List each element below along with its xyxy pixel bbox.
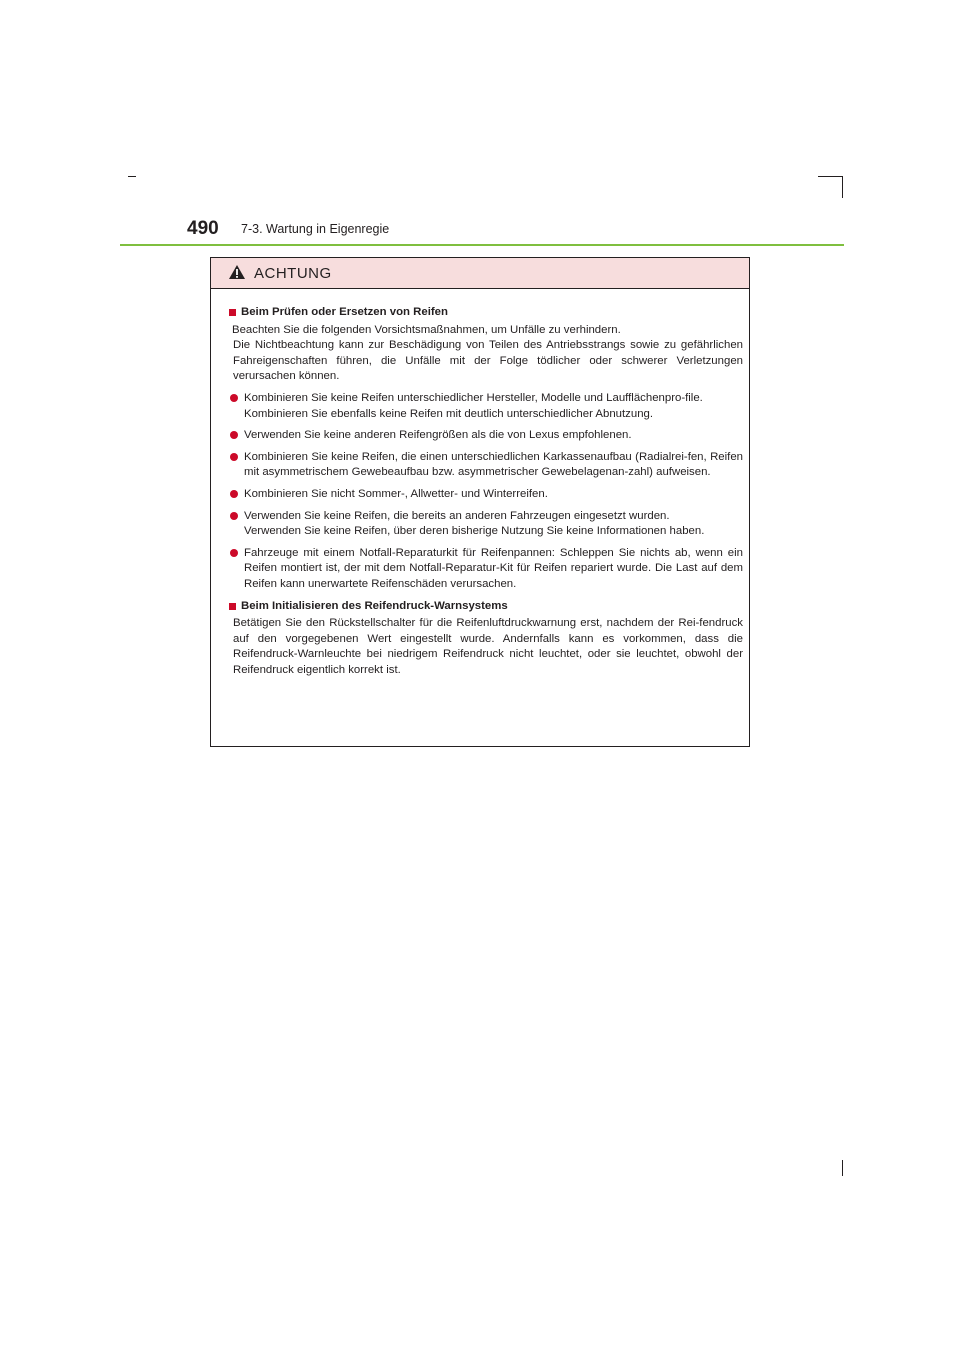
round-bullet-icon <box>230 549 238 557</box>
section-heading: Beim Initialisieren des Reifendruck-Warnsystems <box>229 599 743 615</box>
warning-header <box>211 258 749 289</box>
crop-mark <box>842 176 843 198</box>
section-title: 7-3. Wartung in Eigenregie <box>241 222 390 236</box>
round-bullet-icon <box>230 394 238 402</box>
warning-triangle-icon <box>228 264 246 285</box>
header-rule <box>120 244 844 246</box>
paragraph: Beachten Sie die folgenden Vorsichtsmaßnahmen, um Unfälle zu verhindern. <box>232 323 621 336</box>
square-bullet-icon <box>229 309 236 316</box>
round-bullet-icon <box>230 512 238 520</box>
round-bullet-icon <box>230 431 238 439</box>
crop-mark <box>128 176 136 177</box>
warning-title: ACHTUNG <box>254 265 332 282</box>
square-bullet-icon <box>229 603 236 610</box>
page-header <box>187 218 847 246</box>
paragraph: Betätigen Sie den Rückstellschalter für die Reifenluftdruckwarnung erst, nachdem der Rei-fendruck auf den vorgegebenen Wert eingestellt wurde. Andernfalls kann es vorkommen, dass die Reifendruck-Warnleuchte bei niedrigem Reifendruck nicht leuchtet, oder sie leuchtet, obwohl der Reifendruck eigentlich korrekt ist. <box>233 617 743 676</box>
round-bullet-icon <box>230 490 238 498</box>
bullet-list <box>229 391 743 593</box>
list-item: Fahrzeuge mit einem Notfall-Reparaturkit für Reifenpannen: Schleppen Sie nichts ab, wenn ein Reifen montiert ist, der mit dem Notfall-Reparatur-Kit für Reifen repariert wurde. Die Last auf dem Reifen kann unerwartete Reifenschäden verursachen. <box>229 546 743 593</box>
paragraph: Die Nichtbeachtung kann zur Beschädigung von Teilen des Antriebsstrangs sowie zu gefährlichen Fahreigenschaften führen, die Unfälle mit der Folge tödlicher oder schwerer Verletzungen verursachen können. <box>233 339 743 383</box>
crop-mark <box>842 1160 843 1176</box>
list-item: Kombinieren Sie keine Reifen unterschiedlicher Hersteller, Modelle und Laufflächenpro-file. Kombinieren Sie ebenfalls keine Reifen mit deutlich unterschiedlicher Abnutzung. <box>229 391 743 422</box>
round-bullet-icon <box>230 453 238 461</box>
list-item: Kombinieren Sie nicht Sommer-, Allwetter- und Winterreifen. <box>229 487 743 503</box>
list-item: Verwenden Sie keine anderen Reifengrößen als die von Lexus empfohlenen. <box>229 428 743 444</box>
list-item: Kombinieren Sie keine Reifen, die einen unterschiedlichen Karkassenaufbau (Radialrei-fen, Reifen mit asymmetrischem Gewebeaufbau bzw. asymmetrischer Gewebelagenan-zahl) aufweisen. <box>229 450 743 481</box>
section-heading: Beim Prüfen oder Ersetzen von Reifen <box>229 305 743 321</box>
warning-box <box>210 257 750 747</box>
warning-body <box>211 289 749 678</box>
page-number: 490 <box>187 218 219 239</box>
list-item: Verwenden Sie keine Reifen, die bereits an anderen Fahrzeugen eingesetzt wurden. Verwenden Sie keine Reifen, über deren bisherige Nutzung Sie keine Informationen haben. <box>229 509 743 540</box>
crop-mark <box>818 176 842 177</box>
